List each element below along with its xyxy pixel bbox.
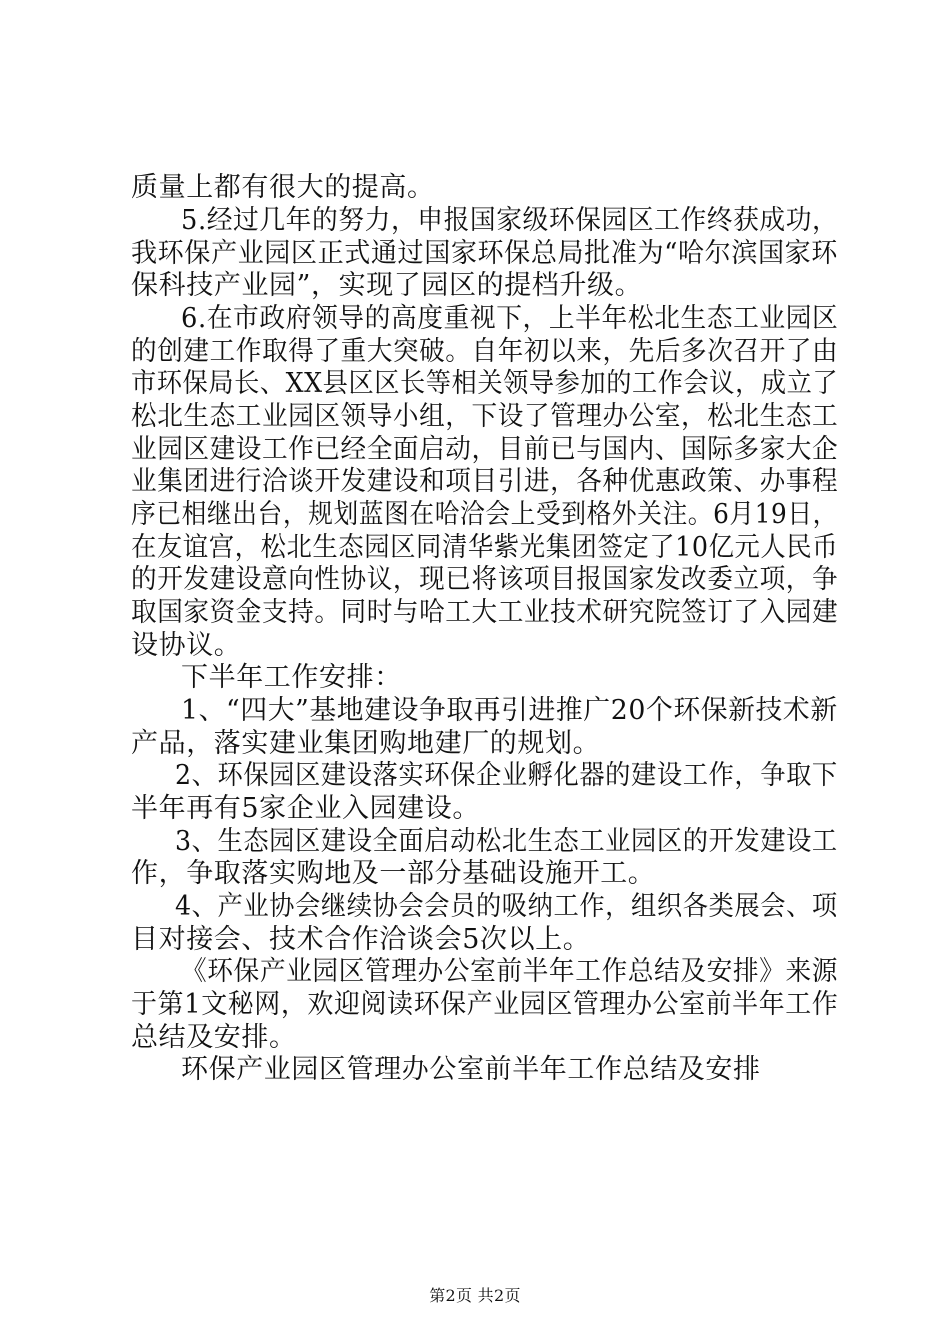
text-line: 质量上都有很大的提高。	[131, 172, 435, 203]
text-line: 取国家资金支持。同时与哈工大工业技术研究院签订了入园建	[131, 597, 839, 628]
text-line: 产品，落实建业集团购地建厂的规划。	[131, 728, 601, 759]
text-line: 半年再有5家企业入园建设。	[131, 793, 480, 824]
text-line: 保科技产业园”，实现了园区的提档升级。	[131, 270, 643, 301]
page-number-footer: 第2页 共2页	[429, 1286, 521, 1305]
text-line: 业集团进行洽谈开发建设和项目引进，各种优惠政策、办事程	[131, 466, 839, 497]
text-line: 3、生态园区建设全面启动松北生态工业园区的开发建设工	[175, 826, 838, 857]
text-line: 设协议。	[131, 630, 242, 661]
text-line: 在友谊宫，松北生态园区同清华紫光集团签定了10亿元人民币	[131, 532, 839, 563]
text-line: 我环保产业园区正式通过国家环保总局批准为“哈尔滨国家环	[131, 238, 838, 269]
text-line: 松北生态工业园区领导小组，下设了管理办公室，松北生态工	[131, 401, 839, 432]
text-line: 的开发建设意向性协议，现已将该项目报国家发改委立项，争	[131, 564, 839, 595]
text-line: 于第1文秘网，欢迎阅读环保产业园区管理办公室前半年工作	[131, 989, 839, 1020]
text-line: 1、“四大”基地建设争取再引进推广20个环保新技术新	[181, 695, 838, 726]
text-line: 4、产业协会继续协会会员的吸纳工作，组织各类展会、项	[175, 891, 838, 922]
text-line: 的创建工作取得了重大突破。自年初以来，先后多次召开了由	[131, 336, 839, 367]
text-line: 总结及安排。	[131, 1022, 297, 1053]
text-line: 下半年工作安排：	[181, 662, 402, 693]
text-line: 市环保局长、XX县区区长等相关领导参加的工作会议，成立了	[131, 368, 839, 399]
text-line: 《环保产业园区管理办公室前半年工作总结及安排》来源	[181, 956, 839, 987]
text-line: 2、环保园区建设落实环保企业孵化器的建设工作，争取下	[175, 760, 838, 791]
text-line: 目对接会、技术合作洽谈会5次以上。	[131, 924, 591, 955]
text-line: 5.经过几年的努力，申报国家级环保园区工作终获成功，	[181, 205, 839, 236]
text-line: 6.在市政府领导的高度重视下，上半年松北生态工业园区	[181, 303, 839, 334]
text-line: 业园区建设工作已经全面启动，目前已与国内、国际多家大企	[131, 434, 839, 465]
text-line: 序已相继出台，规划蓝图在哈洽会上受到格外关注。6月19日，	[131, 499, 838, 530]
text-line: 作，争取落实购地及一部分基础设施开工。	[131, 858, 656, 889]
text-line: 环保产业园区管理办公室前半年工作总结及安排	[181, 1054, 761, 1085]
